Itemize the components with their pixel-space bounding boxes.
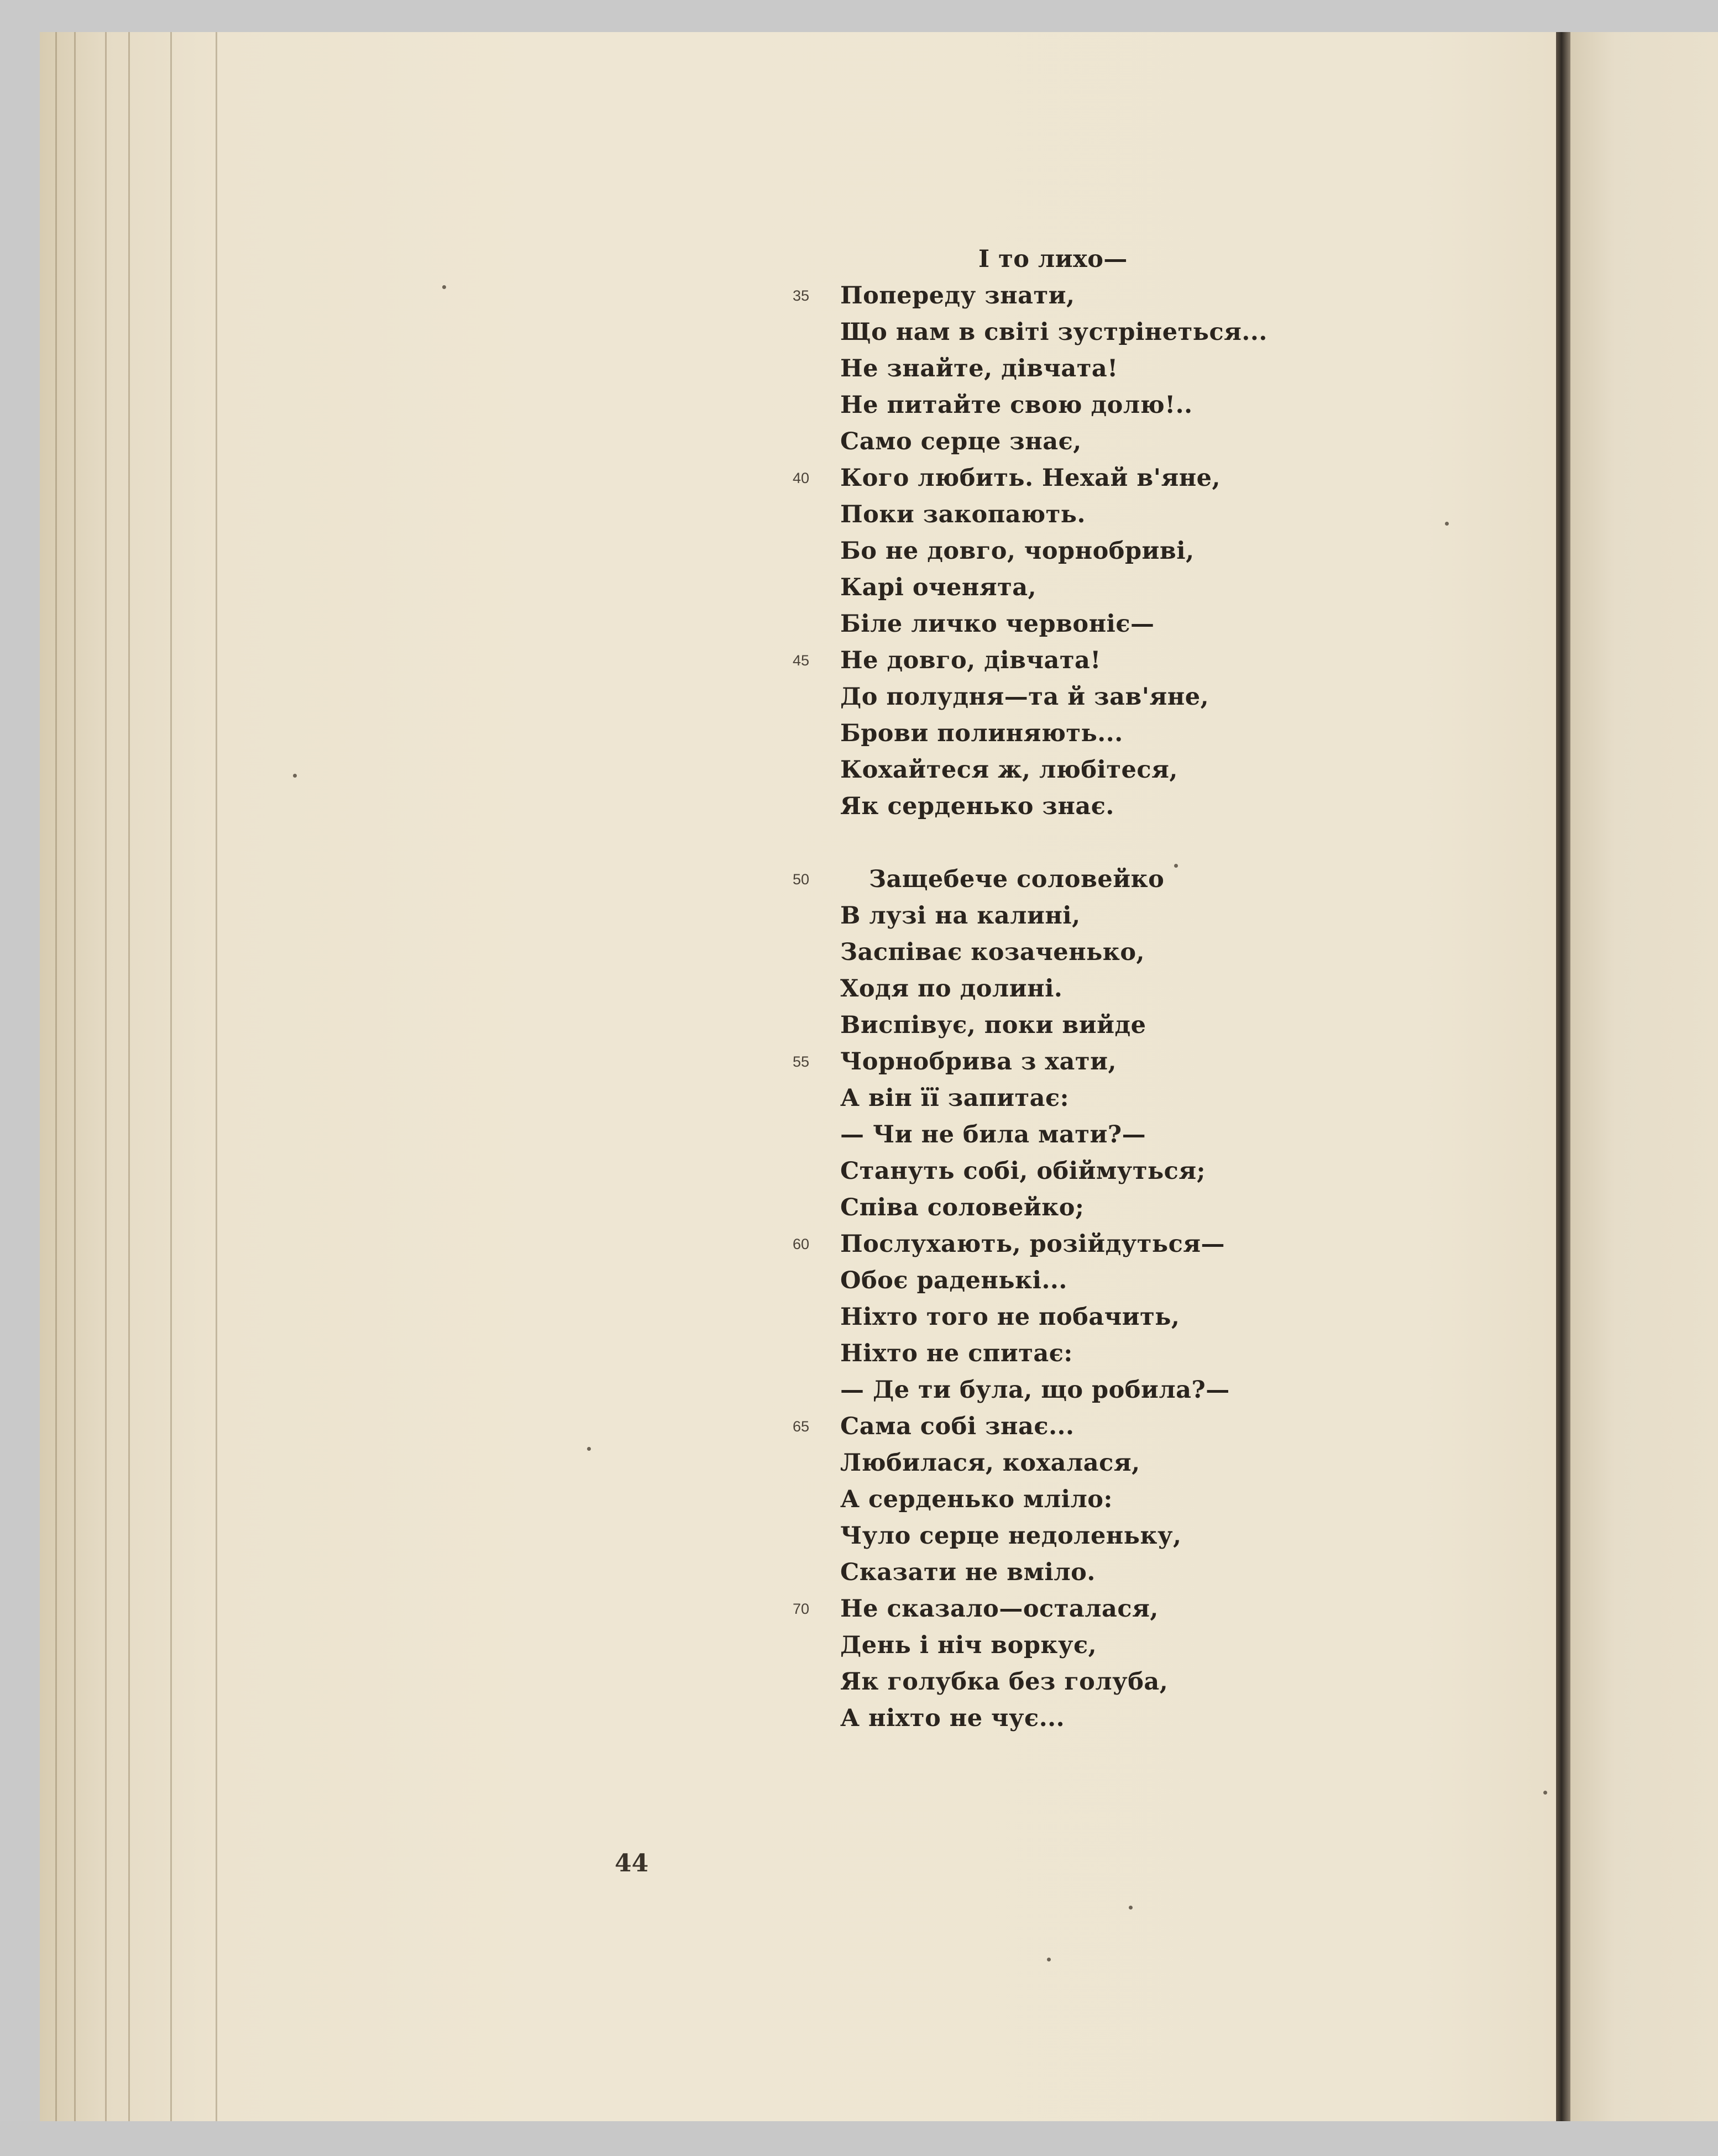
line-text: Як серденько знає.: [840, 793, 1114, 820]
line-text: Ходя по долині.: [840, 975, 1063, 1003]
poem-line: [840, 1299, 1338, 1335]
poem-line: [840, 1007, 1338, 1043]
page-edge: [74, 32, 76, 2121]
poem-line: [793, 460, 1338, 496]
poem-line: [840, 1372, 1338, 1408]
poem-line: [840, 715, 1338, 752]
line-number: 50: [793, 871, 810, 888]
poem-line: [793, 1226, 1338, 1262]
poem-line: [793, 642, 1338, 679]
poem-line: [793, 277, 1338, 314]
page-edge: [105, 32, 107, 2121]
line-text: Сказати не вміло.: [840, 1559, 1096, 1586]
paper-speck: [1129, 1906, 1133, 1910]
poem-line: [840, 752, 1338, 788]
paper-speck: [1047, 1958, 1051, 1961]
line-text: Чуло серце недоленьку,: [840, 1522, 1182, 1550]
line-text: Не питайте свою долю!..: [840, 391, 1193, 419]
line-text: Ніхто не спитає:: [840, 1340, 1073, 1367]
line-number: 65: [793, 1418, 810, 1435]
page-edge: [128, 32, 130, 2121]
line-text: Ніхто того не побачить,: [840, 1303, 1180, 1331]
line-text: Защебече соловейко: [869, 865, 1165, 893]
poem-line: [840, 1445, 1338, 1481]
poem-line: [840, 934, 1338, 971]
next-page-edge: [1570, 32, 1718, 2121]
paper-speck: [442, 285, 446, 289]
line-text: Любилася, кохалася,: [840, 1449, 1140, 1477]
poem-line: [840, 1080, 1338, 1116]
line-number: 70: [793, 1601, 810, 1617]
paper-speck: [587, 1447, 591, 1451]
poem-line: [840, 825, 1338, 861]
poem-text: [793, 241, 1338, 1737]
line-text: Біле личко червоніє—: [840, 610, 1155, 638]
poem-line: [793, 861, 1338, 898]
line-text: Брови полиняють...: [840, 720, 1123, 747]
line-text: Не сказало—осталася,: [840, 1595, 1159, 1623]
line-text: Як голубка без голуба,: [840, 1668, 1169, 1696]
line-number: 35: [793, 287, 810, 304]
poem-line: [840, 1518, 1338, 1554]
line-text: Обоє раденькі...: [840, 1267, 1067, 1294]
poem-line: [840, 569, 1338, 606]
line-text: Заспіває козаченько,: [840, 938, 1145, 966]
poem-line: [840, 1116, 1338, 1153]
page-number: 44: [615, 1849, 649, 1877]
line-text: Кохайтеся ж, любітеся,: [840, 756, 1178, 784]
scan-bottom-strip: [0, 2121, 1718, 2156]
poem-line: [840, 1335, 1338, 1372]
line-text: Чорнобрива з хати,: [840, 1048, 1117, 1076]
gutter-shadow: [1556, 32, 1570, 2121]
line-text: Що нам в світі зустрінеться...: [840, 318, 1267, 346]
line-text: А він її запитає:: [840, 1084, 1070, 1112]
poem-line: [840, 1554, 1338, 1591]
poem-line: [840, 314, 1338, 350]
line-text: До полудня—та й зав'яне,: [840, 683, 1209, 711]
poem-line: [793, 1043, 1338, 1080]
line-text: Кого любить. Нехай в'яне,: [840, 464, 1221, 492]
line-text: Попереду знати,: [840, 282, 1075, 310]
line-text: А ніхто не чує...: [840, 1704, 1065, 1732]
line-text: Послухають, розійдуться—: [840, 1230, 1225, 1258]
line-text: Стануть собі, обіймуться;: [840, 1157, 1206, 1185]
line-text: Само серце знає,: [840, 428, 1082, 455]
poem-line: [840, 606, 1338, 642]
line-text: А серденько мліло:: [840, 1486, 1113, 1513]
poem-line: [840, 423, 1338, 460]
poem-line: [840, 971, 1338, 1007]
poem-line: [840, 679, 1338, 715]
line-text: День і ніч воркує,: [840, 1632, 1097, 1659]
poem-line: [840, 496, 1338, 533]
line-number: 55: [793, 1053, 810, 1070]
line-text: Бо не довго, чорнобриві,: [840, 537, 1195, 565]
paper-speck: [293, 774, 297, 778]
poem-line: [840, 1627, 1338, 1664]
line-text: Не довго, дівчата!: [840, 647, 1101, 674]
poem-line: [840, 1153, 1338, 1189]
line-number: 60: [793, 1236, 810, 1252]
line-text: Сама собі знає...: [840, 1413, 1075, 1440]
poem-line: [840, 241, 1338, 277]
poem-line: [840, 1262, 1338, 1299]
line-text: В лузі на калині,: [840, 902, 1081, 930]
poem-line: [840, 1664, 1338, 1700]
poem-line: [793, 1408, 1338, 1445]
line-text: — Чи не била мати?—: [840, 1121, 1146, 1148]
poem-line: [840, 1189, 1338, 1226]
paper-speck: [1445, 522, 1449, 526]
poem-line: [840, 1481, 1338, 1518]
page-edge: [55, 32, 57, 2121]
poem-line: [840, 898, 1338, 934]
line-text: — Де ти була, що робила?—: [840, 1376, 1230, 1404]
poem-line: [840, 1700, 1338, 1737]
line-text: Карі оченята,: [840, 574, 1037, 601]
line-number: 40: [793, 470, 810, 486]
paper-speck: [1543, 1791, 1547, 1795]
line-text: Поки закопають.: [840, 501, 1086, 528]
page-edge: [216, 32, 217, 2121]
poem-line: [840, 387, 1338, 423]
poem-line: [840, 533, 1338, 569]
page-edge: [170, 32, 172, 2121]
poem-line: [793, 1591, 1338, 1627]
line-text: Виспівує, поки вийде: [840, 1011, 1146, 1039]
poem-line: [840, 788, 1338, 825]
line-text: Співа соловейко;: [840, 1194, 1085, 1221]
page-edges: [40, 32, 228, 2121]
poem-line: [840, 350, 1338, 387]
line-number: 45: [793, 652, 810, 669]
line-text: Не знайте, дівчата!: [840, 355, 1118, 382]
line-text: І то лихо—: [978, 245, 1128, 273]
